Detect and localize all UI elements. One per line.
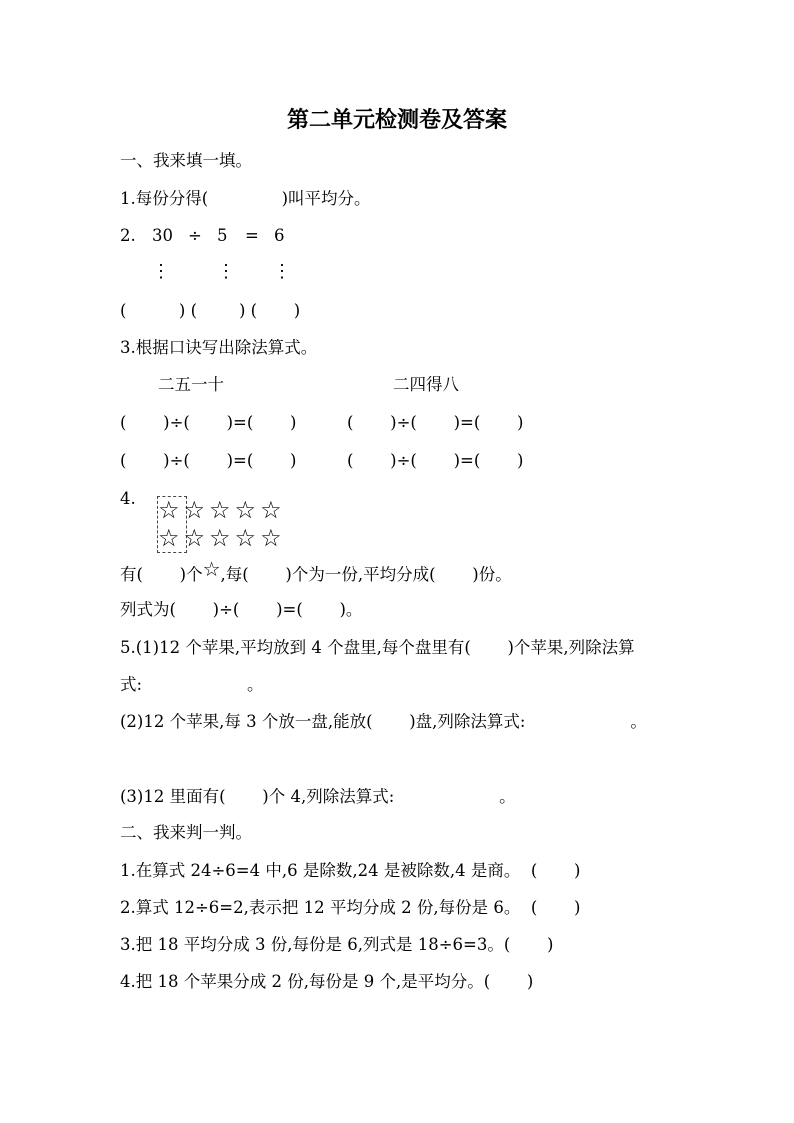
vertical-dots-icon: ⋮ [217,261,235,282]
question-5-part-1: 5.(1)12 个苹果,平均放到 4 个盘里,每个盘里有( )个苹果,列除法算 [120,638,635,657]
question-5-part-3: (3)12 里面有( )个 4,列除法算式: 。 [120,787,516,806]
question-2-blanks: ( ) ( ) ( ) [120,301,301,320]
question-2-label: 2. [120,226,136,245]
question-3: 3.根据口诀写出除法算式。 [120,338,318,357]
question-2-dividend: 30 [152,226,173,245]
judgement-item: 2.算式 12÷6=2,表示把 12 平均分成 2 份,每份是 6。 ( ) [120,898,581,917]
question-3-blank-row: ( )÷( )=( ) [347,413,524,432]
question-4-text-b: ,每( )个为一份,平均分成( )份。 [220,565,512,584]
section-1-heading: 一、我来填一填。 [120,151,252,170]
question-4-text-a: 有( )个 [120,565,203,584]
judgement-item: 4.把 18 个苹果分成 2 份,每份是 9 个,是平均分。( ) [120,972,534,991]
question-2-equals: = [245,226,259,245]
question-4-line-2: 列式为( )÷( )=( )。 [120,600,363,619]
star-row: ☆☆☆☆☆ [158,524,286,552]
page-title: 第二单元检测卷及答案 [286,108,507,133]
section-2-heading: 二、我来判一判。 [120,823,252,842]
question-3-blank-row: ( )÷( )=( ) [120,451,297,470]
question-2-divisor: 5 [217,226,228,245]
question-2-divide-sign: ÷ [188,226,202,245]
vertical-dots-icon: ⋮ [152,261,170,282]
question-4-label: 4. [120,489,136,508]
question-3-blank-row: ( )÷( )=( ) [347,451,524,470]
question-3-rhyme-right: 二四得八 [393,375,459,394]
question-5-part-2: (2)12 个苹果,每 3 个放一盘,能放( )盘,列除法算式: 。 [120,712,647,731]
star-row: ☆☆☆☆☆ [158,496,286,524]
vertical-dots-icon: ⋮ [273,261,291,282]
judgement-item: 1.在算式 24÷6=4 中,6 是除数,24 是被除数,4 是商。 ( ) [120,861,581,880]
question-3-rhyme-left: 二五一十 [158,375,224,394]
judgement-item: 3.把 18 平均分成 3 份,每份是 6,列式是 18÷6=3。( ) [120,935,554,954]
question-4-line-1 [120,557,512,586]
question-5-part-1-cont: 式: 。 [120,675,264,694]
question-2-quotient: 6 [274,226,285,245]
question-1: 1.每份分得( )叫平均分。 [120,189,371,208]
star-icon: ☆ [202,557,221,581]
question-3-blank-row: ( )÷( )=( ) [120,413,297,432]
